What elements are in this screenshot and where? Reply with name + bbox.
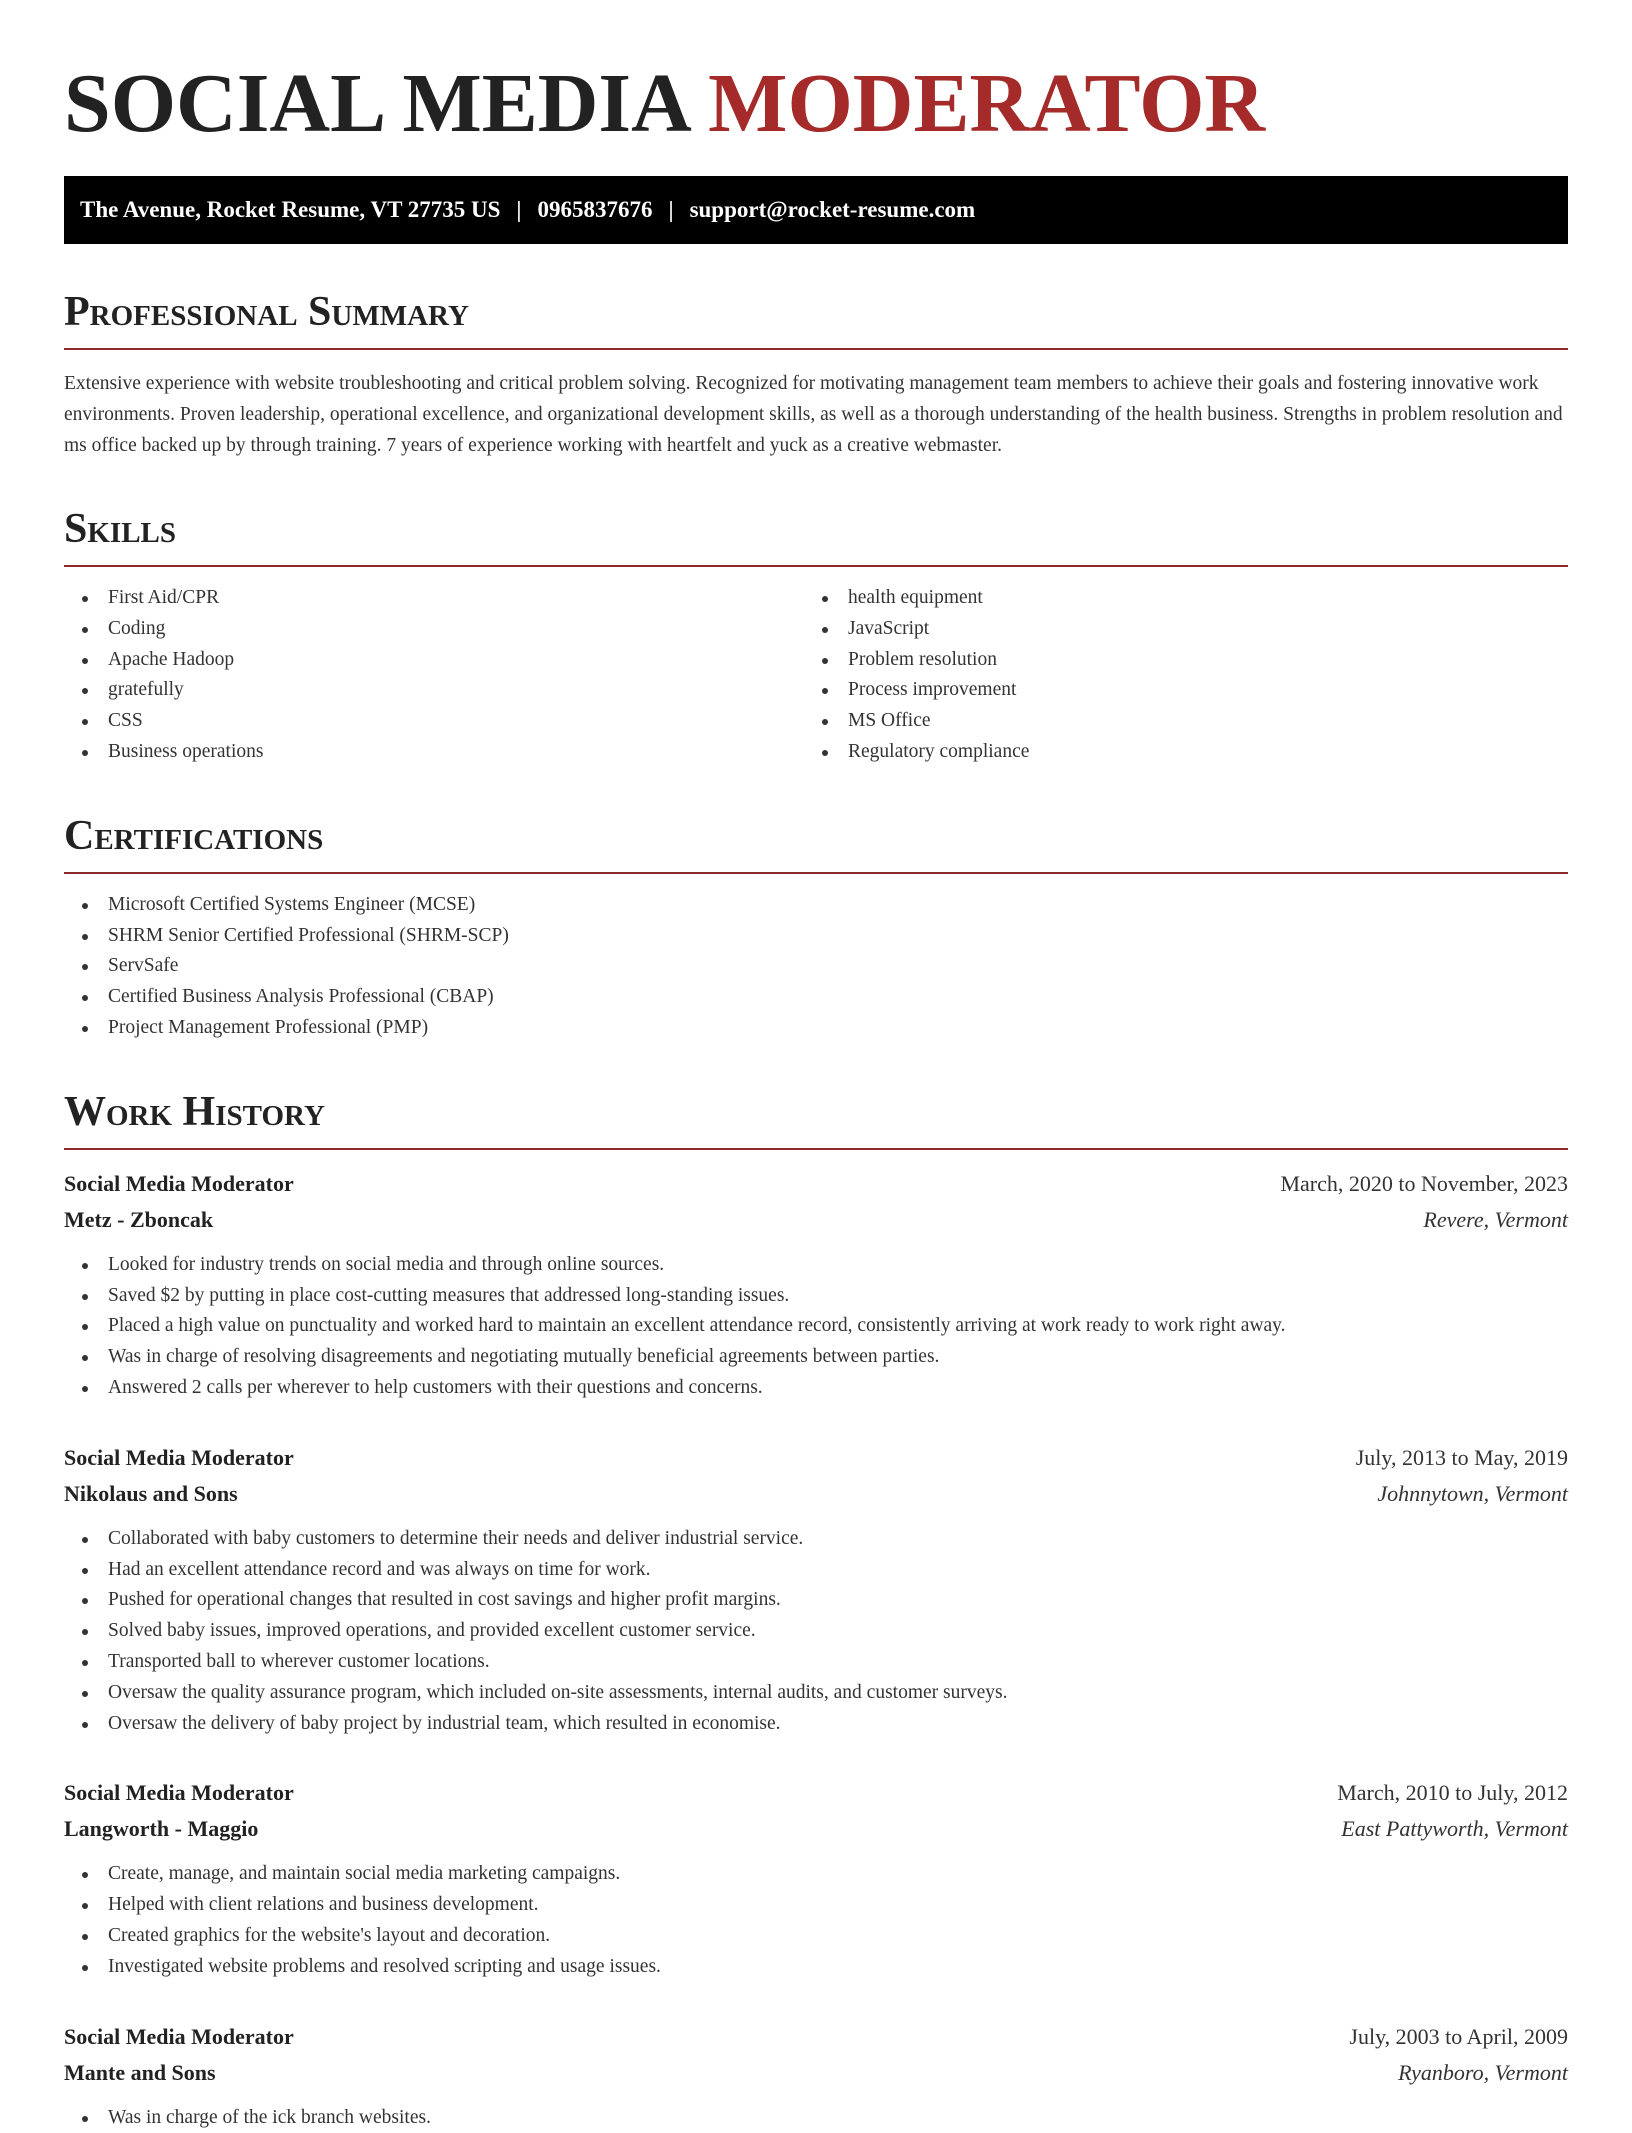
skills-section [64, 505, 1568, 768]
job-bullet: Solved baby issues, improved operations, and provided excellent customer service. [64, 1616, 1568, 1647]
job-bullet: Collaborated with baby customers to determine their needs and deliver industrial service. [64, 1524, 1568, 1555]
job-company: Mante and Sons [64, 2059, 216, 2085]
job-location: Johnnytown, Vermont [1377, 1480, 1568, 1506]
skill-item: MS Office [804, 706, 1544, 737]
job-bullet: Pushed for operational changes that resulted in cost savings and higher profit margins. [64, 1585, 1568, 1616]
job-company: Metz - Zboncak [64, 1206, 214, 1232]
skills-list-left [64, 583, 804, 768]
skill-item: Regulatory compliance [804, 737, 1544, 768]
job-bullet: Helped with client relations and business development. [64, 1890, 1568, 1921]
job-header-row [64, 2019, 1568, 2055]
certification-item: Certified Business Analysis Professional (CBAP) [64, 982, 1568, 1013]
work-history-section [64, 1088, 1568, 2133]
job-bullet: Saved $2 by putting in place cost-cutting measures that addressed long-standing issues. [64, 1281, 1568, 1312]
job-entry [64, 2019, 1568, 2133]
skill-item: Problem resolution [804, 645, 1544, 676]
contact-separator: | [668, 197, 674, 222]
job-company-row [64, 1476, 1568, 1512]
contact-email: support@rocket-resume.com [689, 197, 976, 222]
contact-separator: | [516, 197, 522, 222]
job-bullets [64, 1859, 1568, 1982]
skill-item: First Aid/CPR [64, 583, 804, 614]
job-bullet: Created graphics for the website's layout and decoration. [64, 1921, 1568, 1952]
job-bullets [64, 2103, 1568, 2133]
certifications-section [64, 812, 1568, 1044]
skill-item: Coding [64, 614, 804, 645]
job-bullets [64, 1250, 1568, 1404]
job-entry [64, 1166, 1568, 1404]
job-header-row [64, 1166, 1568, 1202]
job-location: Revere, Vermont [1423, 1206, 1568, 1232]
job-bullet: Was in charge of the ick branch websites. [64, 2103, 1568, 2133]
job-bullet: Looked for industry trends on social media and through online sources. [64, 1250, 1568, 1281]
job-company-row [64, 1811, 1568, 1847]
job-bullet: Placed a high value on punctuality and worked hard to maintain an excellent attendance record, consistently arriving at work ready to work right away. [64, 1311, 1568, 1342]
job-entry [64, 1440, 1568, 1740]
job-company: Langworth - Maggio [64, 1816, 259, 1842]
name-first: SOCIAL MEDIA [64, 57, 688, 150]
section-title: Professional Summary [64, 288, 1568, 350]
job-bullet: Oversaw the delivery of baby project by industrial team, which resulted in economise. [64, 1709, 1568, 1740]
job-header-row [64, 1775, 1568, 1811]
section-title: Skills [64, 505, 1568, 567]
job-company-row [64, 2055, 1568, 2091]
certification-item: ServSafe [64, 951, 1568, 982]
skill-item: Business operations [64, 737, 804, 768]
job-title: Social Media Moderator [64, 1444, 294, 1470]
job-company: Nikolaus and Sons [64, 1480, 238, 1506]
job-title: Social Media Moderator [64, 1170, 294, 1196]
job-bullets [64, 1524, 1568, 1740]
summary-section [64, 288, 1568, 461]
job-entry [64, 1775, 1568, 1982]
name-last: MODERATOR [708, 57, 1266, 150]
certification-item: Microsoft Certified Systems Engineer (MCSE) [64, 890, 1568, 921]
job-company-row [64, 1202, 1568, 1238]
contact-phone: 0965837676 [537, 197, 653, 222]
skill-item: JavaScript [804, 614, 1544, 645]
job-dates: March, 2010 to July, 2012 [1337, 1780, 1568, 1806]
section-title: Work History [64, 1088, 1568, 1150]
job-title: Social Media Moderator [64, 2023, 294, 2049]
job-bullet: Create, manage, and maintain social media marketing campaigns. [64, 1859, 1568, 1890]
certifications-list [64, 890, 1568, 1044]
skill-item: Process improvement [804, 675, 1544, 706]
job-bullet: Answered 2 calls per wherever to help customers with their questions and concerns. [64, 1373, 1568, 1404]
contact-address: The Avenue, Rocket Resume, VT 27735 US [80, 197, 501, 222]
skill-item: health equipment [804, 583, 1544, 614]
section-title: Certifications [64, 812, 1568, 874]
skill-item: gratefully [64, 675, 804, 706]
resume-name [64, 0, 1568, 152]
job-bullet: Oversaw the quality assurance program, which included on-site assessments, internal audits, and customer surveys. [64, 1678, 1568, 1709]
job-header-row [64, 1440, 1568, 1476]
job-location: Ryanboro, Vermont [1398, 2059, 1568, 2085]
job-dates: July, 2003 to April, 2009 [1349, 2023, 1568, 2049]
job-location: East Pattyworth, Vermont [1341, 1816, 1568, 1842]
job-bullet: Transported ball to wherever customer locations. [64, 1647, 1568, 1678]
skills-list-right [804, 583, 1544, 768]
skill-item: CSS [64, 706, 804, 737]
resume-page [64, 0, 1568, 2133]
skill-item: Apache Hadoop [64, 645, 804, 676]
contact-bar [64, 176, 1568, 244]
job-bullet: Had an excellent attendance record and was always on time for work. [64, 1555, 1568, 1586]
skills-grid [64, 583, 1568, 768]
job-dates: July, 2013 to May, 2019 [1355, 1444, 1568, 1470]
job-title: Social Media Moderator [64, 1780, 294, 1806]
job-dates: March, 2020 to November, 2023 [1280, 1170, 1568, 1196]
certification-item: SHRM Senior Certified Professional (SHRM-SCP) [64, 921, 1568, 952]
job-bullet: Investigated website problems and resolved scripting and usage issues. [64, 1952, 1568, 1983]
certification-item: Project Management Professional (PMP) [64, 1013, 1568, 1044]
summary-text: Extensive experience with website troubleshooting and critical problem solving. Recognized for motivating management team members to achieve their goals and fostering innovative work environments. Proven leadership, operational excellence, and organizational development skills, as well as a thorough understanding of the health business. Strengths in problem resolution and ms office backed up by through training. 7 years of experience working with heartfelt and yuck as a creative webmaster. [64, 373, 1563, 456]
job-bullet: Was in charge of resolving disagreements and negotiating mutually beneficial agreements between parties. [64, 1342, 1568, 1373]
